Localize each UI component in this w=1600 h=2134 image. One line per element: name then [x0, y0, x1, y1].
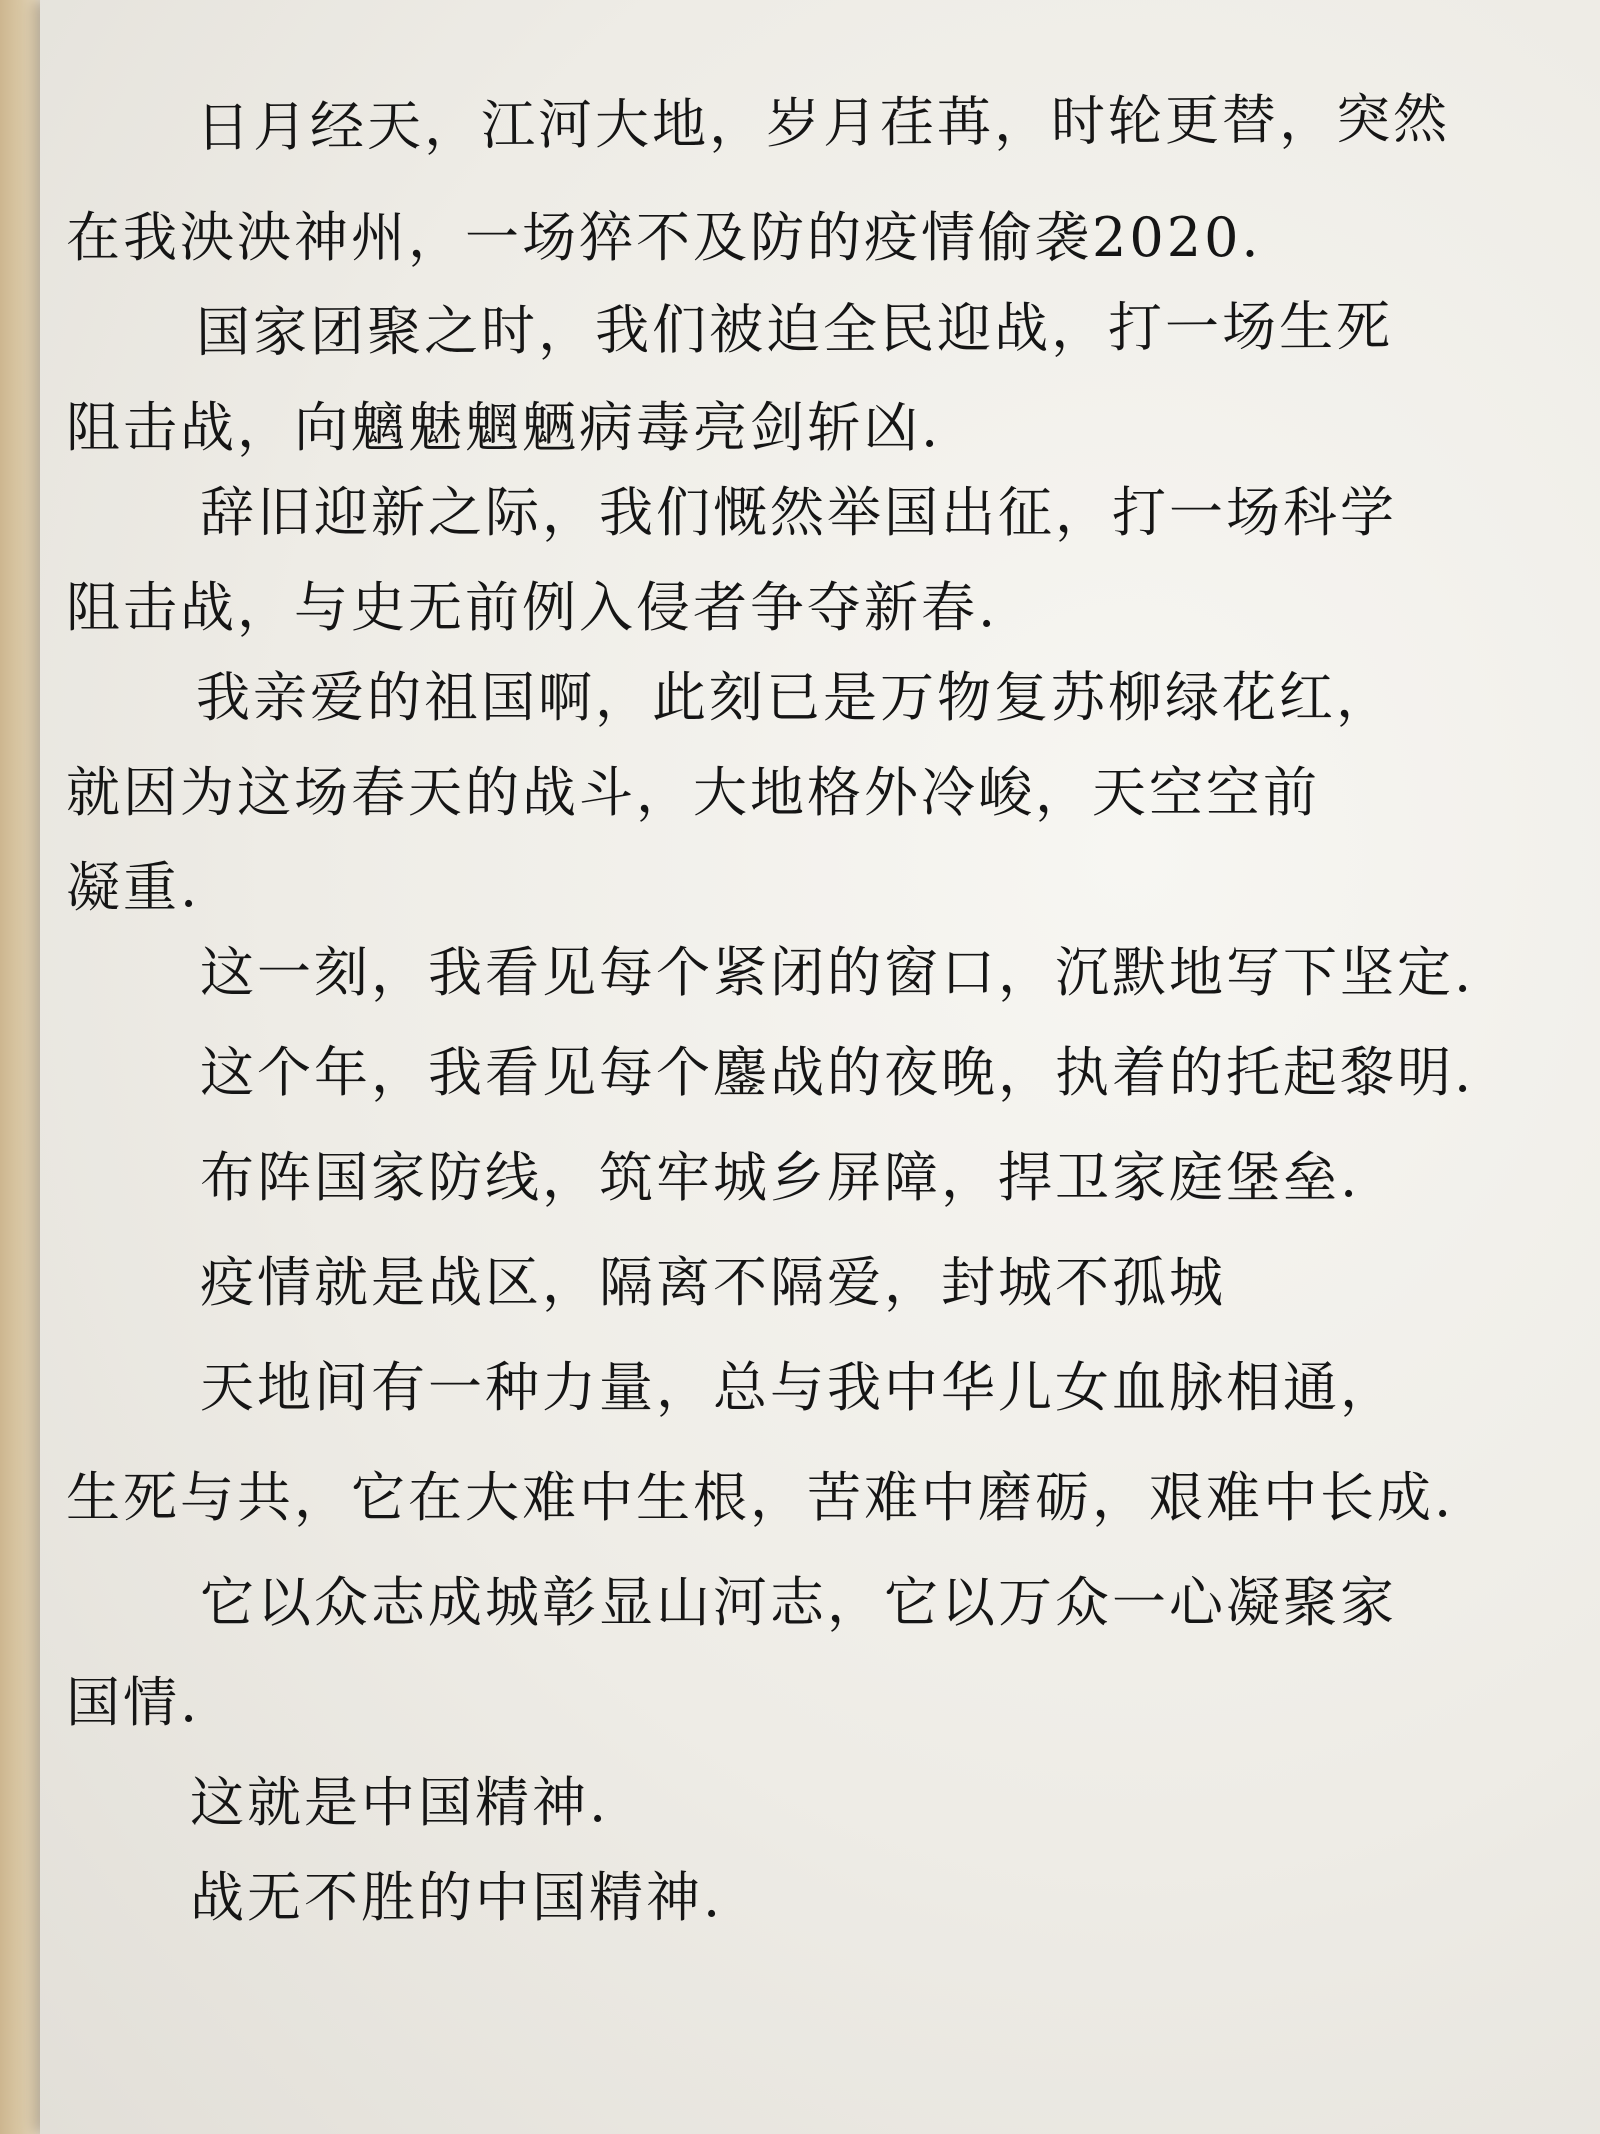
handwritten-text	[40, 0, 1600, 2134]
text-line: 国情.	[66, 1671, 201, 1734]
text-line: 天地间有一种力量，总与我中华儿女血脉相通，	[200, 1356, 1397, 1419]
text-line: 国家团聚之时，我们被迫全民迎战，打一场生死	[195, 294, 1394, 364]
text-line: 这个年，我看见每个鏖战的夜晚，执着的托起黎明.	[200, 1041, 1475, 1104]
text-line: 战无不胜的中国精神.	[190, 1866, 724, 1929]
text-line: 疫情就是战区，隔离不隔爱，封城不孤城	[200, 1251, 1226, 1314]
text-line: 辞旧迎新之际，我们慨然举国出征，打一场科学	[200, 481, 1397, 544]
text-line: 这一刻，我看见每个紧闭的窗口，沉默地写下坚定.	[200, 941, 1475, 1004]
paper-sheet	[40, 0, 1600, 2134]
text-line: 这就是中国精神.	[190, 1771, 610, 1834]
text-line: 阻击战，与史无前例入侵者争夺新春.	[66, 576, 999, 639]
text-line: 阻击战，向魑魅魍魉病毒亮剑斩凶.	[66, 396, 942, 459]
text-line: 生死与共，它在大难中生根，苦难中磨砺，艰难中长成.	[66, 1466, 1455, 1529]
text-line: 布阵国家防线，筑牢城乡屏障，捍卫家庭堡垒.	[200, 1146, 1361, 1209]
text-line: 日月经天，江河大地，岁月荏苒，时轮更替，突然	[195, 87, 1451, 159]
text-line: 它以众志成城彰显山河志，它以万众一心凝聚家	[200, 1571, 1397, 1634]
text-line: 在我泱泱神州，一场猝不及防的疫情偷袭2020.	[66, 206, 1262, 269]
text-line: 就因为这场春天的战斗，大地格外冷峻，天空空前	[66, 761, 1320, 824]
text-line: 凝重.	[66, 856, 201, 919]
text-line: 我亲爱的祖国啊，此刻已是万物复苏柳绿花红，	[196, 666, 1393, 729]
